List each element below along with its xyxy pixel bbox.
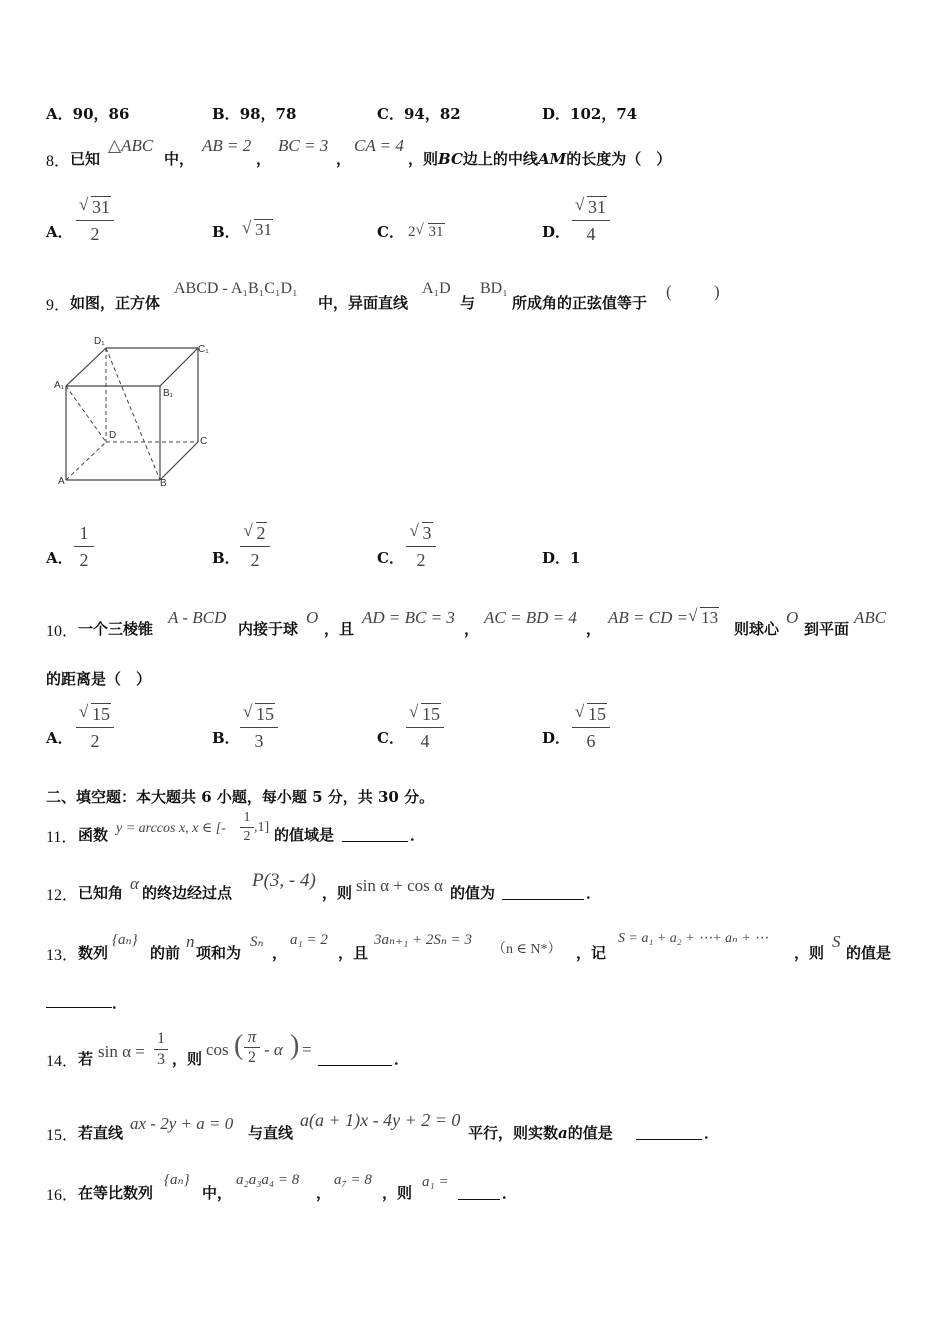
question-number: 10． (46, 623, 79, 640)
answer-blank[interactable] (318, 1048, 392, 1066)
q10-option-a: √ 15 2 (76, 703, 114, 752)
question-number: 12． (46, 887, 79, 904)
question-number: 11． (46, 829, 78, 846)
q10-option-b: √ 15 3 (240, 703, 278, 752)
q9-option-c: √ 3 2 (406, 522, 436, 571)
q10-stem: 10． 一个三棱锥 A - BCD 内接于球 O ，且 AD = BC = 3 ， AC = BD = 4 ， AB = CD = √ 13 则球心 O 到平面 ABC (46, 606, 887, 640)
q8-option-a: √ 31 2 (76, 196, 114, 245)
q8-option-a-letter: A． (46, 223, 73, 241)
answer-blank[interactable] (342, 824, 408, 842)
question-number: 15． (46, 1127, 79, 1144)
q8-option-c-letter: C． (377, 223, 404, 241)
label-a1: A₁ (54, 380, 65, 391)
section-heading: 二、填空题：本大题共 6 小题，每小题 5 分，共 30 分。 (46, 788, 435, 806)
question-number: 9． (46, 297, 71, 314)
label-b1: B₁ (163, 388, 174, 399)
cube-figure (48, 332, 228, 492)
q7-option-a: A．90，86 (46, 105, 130, 123)
q10-option-d-letter: D． (542, 729, 571, 747)
answer-blank[interactable] (46, 990, 112, 1008)
q8-option-d: √ 31 4 (572, 196, 610, 245)
q10-option-b-letter: B． (212, 729, 240, 747)
q10-option-d: √ 15 6 (572, 703, 610, 752)
q9-option-a: 1 2 (74, 522, 94, 571)
q7-option-b: B．98，78 (212, 105, 297, 123)
question-number: 13． (46, 947, 79, 964)
q9-option-c-letter: C． (377, 549, 404, 567)
q8-option-b: √ 31 (242, 218, 272, 239)
label-c1: C₁ (198, 344, 209, 355)
q8-option-b-letter: B． (212, 223, 240, 241)
q10-option-c-letter: C． (377, 729, 404, 747)
label-d: D (109, 430, 117, 441)
q9-option-a-letter: A． (46, 549, 73, 567)
q10-option-c: √ 15 4 (406, 703, 444, 752)
q9-option-b-letter: B． (212, 549, 240, 567)
triangle-abc: △ABC (108, 136, 154, 155)
answer-blank[interactable] (502, 882, 584, 900)
q7-option-d: D．102，74 (542, 105, 638, 123)
q9-option-b: √ 2 2 (240, 522, 270, 571)
question-number: 16． (46, 1187, 79, 1204)
q13-stem: 13． 数列 {aₙ} 的前 n 项和为 Sₙ ， a₁ = 2 ，且 3aₙ₊₁ + 2Sₙ = 3 （n ∈ N*） ，记 S = a₁ + a₂ + ⋯+ aₙ + ⋯ ，则 S 的值是 (46, 931, 892, 964)
q8-option-d-letter: D． (542, 223, 571, 241)
answer-blank[interactable] (636, 1122, 702, 1140)
label-c: C (200, 436, 208, 447)
question-number: 14． (46, 1053, 79, 1070)
q9-option-d: D．1 (542, 549, 581, 567)
q7-option-c: C．94，82 (377, 105, 461, 123)
q13-answer-line: ． (46, 990, 127, 1013)
label-d1: D₁ (94, 336, 105, 347)
q10-option-a-letter: A． (46, 729, 73, 747)
label-b: B (160, 478, 167, 489)
q10-stem-line2: 的距离是（ ） (46, 670, 152, 688)
answer-blank[interactable] (458, 1182, 500, 1200)
q8-option-c: 2 √ 31 (408, 222, 444, 240)
label-a: A (58, 476, 65, 487)
question-number: 8． (46, 153, 71, 170)
